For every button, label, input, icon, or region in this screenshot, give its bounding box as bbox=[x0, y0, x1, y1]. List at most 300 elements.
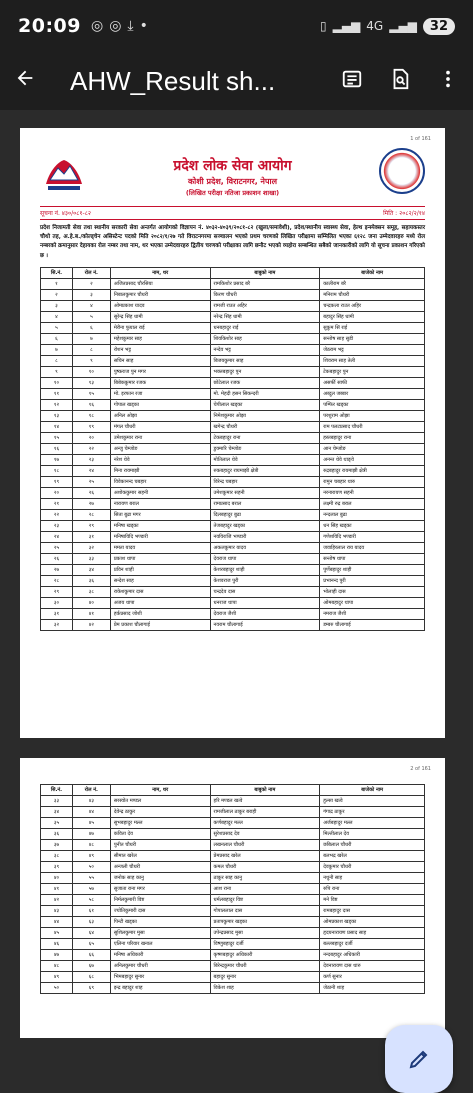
table-row bbox=[41, 498, 425, 509]
cell-grandfather: नथुनी साह bbox=[320, 873, 425, 884]
cell-father: मो. मेहदी हसन सिकन्दरी bbox=[210, 388, 320, 399]
cell-serial: ३१ bbox=[41, 608, 73, 619]
cell-roll: ५० bbox=[72, 862, 110, 873]
network-type: 4G bbox=[366, 19, 384, 33]
table-row bbox=[41, 509, 425, 520]
cell-serial: ३७ bbox=[41, 840, 73, 851]
cell-serial: १४ bbox=[41, 421, 73, 432]
cell-name: सुशिलकुमार मुसा bbox=[110, 928, 210, 939]
status-bar bbox=[0, 0, 473, 52]
table-row bbox=[41, 917, 425, 928]
cell-name: गोपाल खड्का bbox=[110, 399, 210, 410]
cell-grandfather: देवनारायण दास थारु bbox=[320, 961, 425, 972]
cell-serial: ४३ bbox=[41, 906, 73, 917]
cell-father: उमेशकुमार सहनी bbox=[210, 487, 320, 498]
cell-grandfather: मने विष्ट bbox=[320, 895, 425, 906]
table-row bbox=[41, 476, 425, 487]
cell-name: अन्जली चौधरी bbox=[110, 862, 210, 873]
cell-father: हरि मण्डल खत्वे bbox=[210, 796, 320, 807]
table-row bbox=[41, 322, 425, 333]
cell-grandfather: पम्फिर खड्का bbox=[320, 399, 425, 410]
cell-grandfather: जवाहिरलाल राय यादव bbox=[320, 542, 425, 553]
cell-serial: २२ bbox=[41, 509, 73, 520]
table-header-row bbox=[41, 785, 425, 796]
cell-roll: ३८ bbox=[72, 586, 110, 597]
cell-serial: २९ bbox=[41, 586, 73, 597]
table-row bbox=[41, 961, 425, 972]
cell-roll: ५८ bbox=[72, 895, 110, 906]
cell-father: उपेन्द्रप्रसाद मुसा bbox=[210, 928, 320, 939]
cell-name: मनिषाविदि भण्डारी bbox=[110, 531, 210, 542]
pdf-page-1 bbox=[20, 128, 445, 738]
document-title: AHW_Result sh... bbox=[70, 65, 276, 96]
page-number: 1 of 161 bbox=[410, 136, 431, 142]
cell-father: नवराम चौलागाई bbox=[210, 619, 320, 630]
table-row bbox=[41, 344, 425, 355]
cell-name: अनिलकुमार चौधरी bbox=[110, 961, 210, 972]
cell-name: कविता देव bbox=[110, 829, 210, 840]
cell-serial: १२ bbox=[41, 399, 73, 410]
pdf-viewer[interactable] bbox=[0, 110, 473, 1024]
cell-father: सुरेशप्रसाद देव bbox=[210, 829, 320, 840]
cell-serial: ११ bbox=[41, 388, 73, 399]
cell-serial: ९ bbox=[41, 366, 73, 377]
cell-name: निर्मलकुमारी विष्ट bbox=[110, 895, 210, 906]
table-row bbox=[41, 939, 425, 950]
cell-serial: ४८ bbox=[41, 961, 73, 972]
header-roll: रोल नं. bbox=[72, 785, 110, 796]
back-arrow-icon[interactable] bbox=[14, 66, 54, 96]
whatsapp-business-icon: ◎ bbox=[109, 18, 122, 34]
header-serial: सि.नं. bbox=[41, 267, 73, 278]
cell-father: छोटेलाल रजक bbox=[210, 377, 320, 388]
cell-name: मिना रायमाझी bbox=[110, 465, 210, 476]
cell-roll: ४१ bbox=[72, 608, 110, 619]
cell-father: किरण चौधरी bbox=[210, 289, 320, 300]
cell-name: राकेशकुमार दास bbox=[110, 586, 210, 597]
table-row bbox=[41, 608, 425, 619]
table-header-row bbox=[41, 267, 425, 278]
cell-father: कमल चौधरी bbox=[210, 862, 320, 873]
cell-father: कर्णबहादुर मल्ल bbox=[210, 818, 320, 829]
cell-roll: ६५ bbox=[72, 939, 110, 950]
table-row bbox=[41, 355, 425, 366]
cell-grandfather: बहादुर सिंह धामी bbox=[320, 311, 425, 322]
cell-roll: १५ bbox=[72, 388, 110, 399]
cell-serial: ३९ bbox=[41, 862, 73, 873]
app-bar bbox=[0, 52, 473, 110]
cell-father: प्रेमप्रसाद खरेल bbox=[210, 851, 320, 862]
table-row bbox=[41, 983, 425, 994]
table-row bbox=[41, 807, 425, 818]
vibrate-icon: ▯ bbox=[319, 19, 327, 33]
cell-father: निमेशकुमार ओझा bbox=[210, 410, 320, 421]
cell-father: रुकबहादुर रायमाझी क्षेत्री bbox=[210, 465, 320, 476]
commission-logo-icon bbox=[379, 148, 425, 194]
cell-grandfather: देवकुमार चौधरी bbox=[320, 862, 425, 873]
edit-fab-button[interactable] bbox=[385, 1025, 453, 1093]
table-row bbox=[41, 443, 425, 454]
cell-serial: १ bbox=[41, 278, 73, 289]
cell-roll: ३३ bbox=[72, 553, 110, 564]
document-header bbox=[40, 140, 425, 202]
cell-serial: ५० bbox=[41, 983, 73, 994]
cell-name: विवेकानन्द चबहार bbox=[110, 476, 210, 487]
table-row bbox=[41, 399, 425, 410]
cell-roll: ६६ bbox=[72, 950, 110, 961]
table-row bbox=[41, 597, 425, 608]
table-row bbox=[41, 972, 425, 983]
cell-name: ममता यादव bbox=[110, 542, 210, 553]
edit-pen-icon bbox=[407, 1047, 431, 1071]
cell-name: ज्योतिकुमारी दास bbox=[110, 906, 210, 917]
cell-roll: ४९ bbox=[72, 851, 110, 862]
cell-roll: ३ bbox=[72, 289, 110, 300]
cell-name: मेरीना फुयाल राई bbox=[110, 322, 210, 333]
cell-father: टेकबहादुर राना bbox=[210, 432, 320, 443]
cell-serial: ३० bbox=[41, 597, 73, 608]
cell-roll: ४५ bbox=[72, 818, 110, 829]
cell-name: देवेन्द्र ठाकुर bbox=[110, 807, 210, 818]
cell-roll: २५ bbox=[72, 476, 110, 487]
cell-father: विष्णुबहादुर दर्जी bbox=[210, 939, 320, 950]
cell-name: प्रेम प्रकाश चौलागाई bbox=[110, 619, 210, 630]
cell-roll: ४० bbox=[72, 597, 110, 608]
cell-father: शिवकिशोर साह bbox=[210, 333, 320, 344]
cell-name: पिन्टी खड्का bbox=[110, 917, 210, 928]
cell-name: रोशन भट्ट bbox=[110, 344, 210, 355]
cell-name: नारायण बराल bbox=[110, 498, 210, 509]
cell-serial: २१ bbox=[41, 498, 73, 509]
cell-grandfather: भोलाही दास bbox=[320, 586, 425, 597]
cell-father: देवराज थापा bbox=[210, 553, 320, 564]
header-name: नाम, थर bbox=[110, 785, 210, 796]
cell-roll: ४२ bbox=[72, 619, 110, 630]
cell-father: देवराज जैशी bbox=[210, 608, 320, 619]
cell-grandfather: ओमबहादुर थापा bbox=[320, 597, 425, 608]
cell-father: खगेन्द्र चौधरी bbox=[210, 421, 320, 432]
cell-serial: ४ bbox=[41, 311, 73, 322]
cell-roll: १० bbox=[72, 366, 110, 377]
cell-name: एलिना परियार खनाल bbox=[110, 939, 210, 950]
cell-serial: १९ bbox=[41, 476, 73, 487]
cell-roll: २९ bbox=[72, 520, 110, 531]
page-number: 2 of 161 bbox=[410, 766, 431, 772]
cell-roll: ५७ bbox=[72, 884, 110, 895]
cell-father: नरेन्द्र सिंह धामी bbox=[210, 311, 320, 322]
header-roll: रोल नं. bbox=[72, 267, 110, 278]
cell-father: धनराज थापा bbox=[210, 597, 320, 608]
cell-name: भिमबहादुर सुनार bbox=[110, 972, 210, 983]
cell-father: रामकिशोर प्रसाद बरै bbox=[210, 278, 320, 289]
cell-roll: ४३ bbox=[72, 796, 110, 807]
cell-serial: १७ bbox=[41, 454, 73, 465]
cell-grandfather: डम्बरु चौलागाई bbox=[320, 619, 425, 630]
cell-name: उमेशकुमार राना bbox=[110, 432, 210, 443]
cell-grandfather: राम पलटप्रसाद चौधरी bbox=[320, 421, 425, 432]
table-row bbox=[41, 928, 425, 939]
table-row bbox=[41, 884, 425, 895]
notice-number: सूचना नं. ४३०/०८१-८२ bbox=[40, 210, 91, 217]
cell-roll: ६३ bbox=[72, 917, 110, 928]
cell-grandfather: सन्तोष थापा bbox=[320, 553, 425, 564]
section-subtitle: (लिखित परीक्षा नतिजा प्रकाशन शाखा) bbox=[185, 189, 280, 197]
cell-serial: २ bbox=[41, 289, 73, 300]
table-row bbox=[41, 818, 425, 829]
cell-name: सचिन साह bbox=[110, 355, 210, 366]
cell-name: महेशकुमार साह bbox=[110, 333, 210, 344]
cell-name: सुभबहादुर मल्ल bbox=[110, 818, 210, 829]
cell-roll: २४ bbox=[72, 465, 110, 476]
table-row bbox=[41, 906, 425, 917]
table-row bbox=[41, 851, 425, 862]
cell-serial: ३२ bbox=[41, 619, 73, 630]
table-row bbox=[41, 553, 425, 564]
table-row bbox=[41, 388, 425, 399]
table-row bbox=[41, 575, 425, 586]
cell-father: तेजबहादुर खड्का bbox=[210, 520, 320, 531]
cell-roll: ३१ bbox=[72, 531, 110, 542]
cell-father: डुक्मारि चेम्जोङ bbox=[210, 443, 320, 454]
cell-roll: २२ bbox=[72, 443, 110, 454]
cell-roll: ६७ bbox=[72, 961, 110, 972]
signal-icon: ▂▄▆ bbox=[332, 19, 361, 33]
status-time: 20:09 bbox=[18, 15, 81, 37]
cell-father: लखनलाल चौधरी bbox=[210, 840, 320, 851]
cell-father: रामजी राउत अहिर bbox=[210, 300, 320, 311]
cell-name: अन्जु चेम्जोङ bbox=[110, 443, 210, 454]
cell-serial: ३४ bbox=[41, 807, 73, 818]
cell-roll: १६ bbox=[72, 399, 110, 410]
cell-grandfather: नन्दबहादुर अधिकारी bbox=[320, 950, 425, 961]
cell-grandfather: परशुराम ओझा bbox=[320, 410, 425, 421]
cell-name: अशोककुमार सहनी bbox=[110, 487, 210, 498]
cell-grandfather: जेठराम भट्ट bbox=[320, 344, 425, 355]
cell-name: ओमप्रकाश यादव bbox=[110, 300, 210, 311]
cell-father: कृष्णबहादुर अधिकारी bbox=[210, 950, 320, 961]
header-serial: सि.नं. bbox=[41, 785, 73, 796]
whatsapp-icon: ◎ bbox=[90, 18, 104, 34]
cell-serial: ७ bbox=[41, 344, 73, 355]
cell-serial: ४१ bbox=[41, 884, 73, 895]
header-father: बाबुको नाम bbox=[210, 267, 320, 278]
cell-name: हर्कप्रसाद जोशी bbox=[110, 608, 210, 619]
cell-father: केशरबहादुर शाही bbox=[210, 564, 320, 575]
table-row bbox=[41, 278, 425, 289]
cell-grandfather: आन चेम्जोङ bbox=[320, 443, 425, 454]
cell-roll: ६९ bbox=[72, 983, 110, 994]
table-row bbox=[41, 333, 425, 344]
cell-serial: २६ bbox=[41, 553, 73, 564]
cell-serial: ३३ bbox=[41, 796, 73, 807]
cell-grandfather: हुल्सा खत्वे bbox=[320, 796, 425, 807]
cell-grandfather: लक्ष्मी रुद्र बराल bbox=[320, 498, 425, 509]
cell-grandfather: पुर्णेबहादुर शाही bbox=[320, 564, 425, 575]
cell-grandfather: रुद्रबहादुर रायमाझी क्षेत्री bbox=[320, 465, 425, 476]
cell-name: पुष्कराज पुन मगर bbox=[110, 366, 210, 377]
cell-grandfather: मनिराम चौधरी bbox=[320, 289, 425, 300]
cell-roll: ३४ bbox=[72, 564, 110, 575]
cell-name: मनिषा खड्का bbox=[110, 520, 210, 531]
cell-roll: १९ bbox=[72, 421, 110, 432]
cell-serial: १० bbox=[41, 377, 73, 388]
table-row bbox=[41, 840, 425, 851]
cell-roll: ४४ bbox=[72, 807, 110, 818]
cell-roll: ७ bbox=[72, 333, 110, 344]
table-row bbox=[41, 487, 425, 498]
cell-name: सुरेन्द्र सिंह धामी bbox=[110, 311, 210, 322]
cell-grandfather: ओमप्रकाश खड्का bbox=[320, 917, 425, 928]
cell-grandfather: टेकबहादुर पुन bbox=[320, 366, 425, 377]
cell-serial: ३६ bbox=[41, 829, 73, 840]
cell-roll: ४८ bbox=[72, 840, 110, 851]
table-row bbox=[41, 586, 425, 597]
table-row bbox=[41, 862, 425, 873]
cell-name: निबालकुमार चौधरी bbox=[110, 289, 210, 300]
cell-grandfather: बलभद्र खरेल bbox=[320, 851, 425, 862]
cell-name: सीमात खरेल bbox=[110, 851, 210, 862]
table-row bbox=[41, 410, 425, 421]
cell-grandfather: कर्ण सुनार bbox=[320, 972, 425, 983]
pdf-page-2 bbox=[20, 758, 445, 1038]
commission-subtitle: कोशी प्रदेश, विराटनगर, नेपाल bbox=[188, 177, 277, 186]
cell-grandfather: कालीराम बरै bbox=[320, 278, 425, 289]
cell-grandfather: असर्फी साफी bbox=[320, 377, 425, 388]
cell-grandfather: नमराज जैशी bbox=[320, 608, 425, 619]
cell-grandfather: हृदयनारायण प्रसाद साह bbox=[320, 928, 425, 939]
cell-grandfather: छबिलाल चौधरी bbox=[320, 840, 425, 851]
more-vert-icon[interactable] bbox=[437, 68, 459, 95]
cell-grandfather: अर्जबहादुर मल्ल bbox=[320, 818, 425, 829]
reference-row bbox=[40, 206, 425, 220]
table-row bbox=[41, 873, 425, 884]
notice-paragraph: प्रदेश निजामती सेवा तथा स्थानीय सरकारी सेवा अन्तर्गत आयोगको विज्ञापन नं. ४०३२-४०३९/२०८१-८२ (खुला/समावेशी), प्रदेश/स्थानीय स्वास्थ्य सेवा, हेल्थ इन्स्पेक्सन समूह, सहायकस्तर चौथो तह, अ.हे.ब./कोल्ड्चेन असिस्टेन्ट पदको मिति २०८२/१/२७ गते विराटनगरमा सञ्चालन भएको प्रथम चरणको लिखित परीक्षामा सम्मिलित भएका ६१२८ जना उम्मेदवारहरु मध्ये रोल नम्बरको क्रमानुसार देहायका रोल नम्बर तथा नाम, थर भएका उम्मेदवारहरु द्वितीय चरणको परीक्षाका लागि छनौट भएको व्यहोरा सम्बन्धित सबैको जानकारीको लागि यो सूचना प्रकाशन गरिएको छ । bbox=[40, 225, 425, 259]
cell-serial: ३५ bbox=[41, 818, 73, 829]
cell-serial: २० bbox=[41, 487, 73, 498]
cell-name: सन्देश साह bbox=[110, 575, 210, 586]
cell-serial: ४० bbox=[41, 873, 73, 884]
cell-name: नरेश थेवे bbox=[110, 454, 210, 465]
cell-father: चन्द्रदेव दास bbox=[210, 586, 320, 597]
table-row bbox=[41, 289, 425, 300]
cell-roll: ६८ bbox=[72, 972, 110, 983]
cell-grandfather: सुकुम सिं राई bbox=[320, 322, 425, 333]
dot-icon: • bbox=[139, 18, 148, 34]
cell-grandfather: चन्द्रकला राउत अहिर bbox=[320, 300, 425, 311]
cell-father: धर्मलबहादुर विष्ट bbox=[210, 895, 320, 906]
cell-name: सुजाता राना मगर bbox=[110, 884, 210, 895]
cell-roll: ९ bbox=[72, 355, 110, 366]
cell-name: बिबेककुमार रजक bbox=[110, 377, 210, 388]
cell-father: मोतिलाल थेवे bbox=[210, 454, 320, 465]
header-grandfather: बाजेको नाम bbox=[320, 267, 425, 278]
cell-grandfather: बल्लबहादुर दर्जी bbox=[320, 939, 425, 950]
header-grandfather: बाजेको नाम bbox=[320, 785, 425, 796]
cell-name: अजितप्रसाद चौरसिया bbox=[110, 278, 210, 289]
cell-grandfather: जेठानी शाह bbox=[320, 983, 425, 994]
cell-roll: ५५ bbox=[72, 873, 110, 884]
cell-serial: १६ bbox=[41, 443, 73, 454]
cell-serial: १८ bbox=[41, 465, 73, 476]
cell-father: चेपीलाल खड्का bbox=[210, 399, 320, 410]
cell-father: केशवराज पुरी bbox=[210, 575, 320, 586]
cell-roll: २० bbox=[72, 432, 110, 443]
header-father: बाबुको नाम bbox=[210, 785, 320, 796]
cell-grandfather: धन सिंह खड्का bbox=[320, 520, 425, 531]
table-row bbox=[41, 531, 425, 542]
notice-date: मिति : २०८२/२/१४ bbox=[383, 210, 425, 217]
cell-serial: १५ bbox=[41, 432, 73, 443]
cell-father: बहादुर सुनार bbox=[210, 972, 320, 983]
cell-roll: ४७ bbox=[72, 829, 110, 840]
table-row bbox=[41, 366, 425, 377]
cell-roll: ६४ bbox=[72, 928, 110, 939]
cell-name: इन्द्र बहादुर शाह bbox=[110, 983, 210, 994]
cell-roll: ६१ bbox=[72, 906, 110, 917]
cell-serial: २५ bbox=[41, 542, 73, 553]
cell-serial: ८ bbox=[41, 355, 73, 366]
cell-grandfather: रामबहादुर दास bbox=[320, 906, 425, 917]
cell-father: बिजयकुमार साह bbox=[210, 355, 320, 366]
cell-grandfather: सन्तोष साह सुडी bbox=[320, 333, 425, 344]
cell-serial: २३ bbox=[41, 520, 73, 531]
table-row bbox=[41, 465, 425, 476]
cell-serial: २४ bbox=[41, 531, 73, 542]
table-row bbox=[41, 619, 425, 630]
cell-grandfather: रुपि राना bbox=[320, 884, 425, 895]
table-row bbox=[41, 796, 425, 807]
battery-indicator: 32 bbox=[423, 18, 455, 35]
table-row bbox=[41, 300, 425, 311]
cell-roll: २ bbox=[72, 278, 110, 289]
cell-father: भक्तबहादुर पुन bbox=[210, 366, 320, 377]
cell-serial: २७ bbox=[41, 564, 73, 575]
cell-name: मनिषा अधिकारी bbox=[110, 950, 210, 961]
cell-roll: २६ bbox=[72, 487, 110, 498]
cell-serial: ५ bbox=[41, 322, 73, 333]
cell-roll: ३६ bbox=[72, 575, 110, 586]
cell-grandfather: रामुन चबहार थारु bbox=[320, 476, 425, 487]
table-row bbox=[41, 377, 425, 388]
cell-serial: ४२ bbox=[41, 895, 73, 906]
cell-roll: ४ bbox=[72, 300, 110, 311]
table-row bbox=[41, 311, 425, 322]
cell-name: सिता बुढा मगर bbox=[110, 509, 210, 520]
cell-serial: ४७ bbox=[41, 950, 73, 961]
cell-roll: ६ bbox=[72, 322, 110, 333]
cell-serial: ४४ bbox=[41, 917, 73, 928]
cell-name: सरस्वोत मण्डल bbox=[110, 796, 210, 807]
search-document-icon[interactable] bbox=[389, 68, 411, 95]
cell-father: रामप्रसाद बराल bbox=[210, 498, 320, 509]
cell-father: बिरेन्द्रकुमार चौधरी bbox=[210, 961, 320, 972]
cell-name: मो. इरफान रजा bbox=[110, 388, 210, 399]
notes-icon[interactable] bbox=[341, 68, 363, 95]
table-row bbox=[41, 950, 425, 961]
cell-grandfather: प्रभानन्द पुरी bbox=[320, 575, 425, 586]
results-table bbox=[40, 784, 425, 994]
cell-serial: १३ bbox=[41, 410, 73, 421]
header-name: नाम, थर bbox=[110, 267, 210, 278]
table-row bbox=[41, 454, 425, 465]
cell-roll: ३२ bbox=[72, 542, 110, 553]
cell-father: नन्देव भट्ट bbox=[210, 344, 320, 355]
cell-roll: १३ bbox=[72, 377, 110, 388]
cell-father: ठाकुर साह कानु bbox=[210, 873, 320, 884]
cell-roll: २७ bbox=[72, 498, 110, 509]
results-table bbox=[40, 267, 425, 631]
cell-father: गोपाललाल दास bbox=[210, 906, 320, 917]
